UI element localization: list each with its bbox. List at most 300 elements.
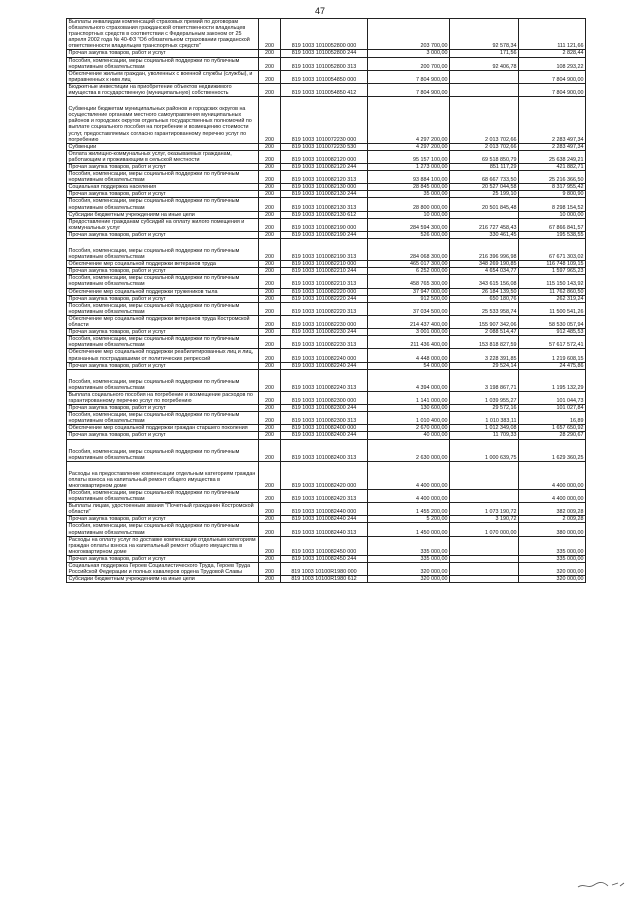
- cell-exec: 330 461,45: [450, 231, 519, 238]
- table-row: [67, 555, 586, 562]
- cell-plan: 458 765 300,00: [368, 275, 450, 288]
- cell-code: 819 1003 1010082300 313: [281, 412, 368, 425]
- cell-exec: 1 070 000,00: [450, 523, 519, 536]
- cell-name: Пособия, компенсации, меры социальной поддержки по публичным нормативным обязательствам: [67, 439, 259, 461]
- cell-kvr: 200: [259, 405, 281, 412]
- cell-kvr: 200: [259, 239, 281, 261]
- cell-kvr: 200: [259, 57, 281, 70]
- cell-kvr: 200: [259, 171, 281, 184]
- cell-code: 819 1003 1010082420 000: [281, 461, 368, 489]
- table-row: [67, 412, 586, 425]
- cell-plan: 28 845 000,00: [368, 184, 450, 191]
- table-row: [67, 231, 586, 238]
- cell-kvr: 200: [259, 329, 281, 336]
- cell-exec: 650 180,76: [450, 295, 519, 302]
- table-row: [67, 150, 586, 163]
- table-row: [67, 432, 586, 439]
- table-row: [67, 19, 586, 50]
- cell-name: Прочая закупка товаров, работ и услуг: [67, 231, 259, 238]
- cell-rest: 58 530 057,94: [519, 315, 586, 328]
- cell-kvr: 200: [259, 503, 281, 516]
- cell-name: Пособия, компенсации, меры социальной поддержки по публичным нормативным обязательствам: [67, 412, 259, 425]
- cell-code: 819 1003 1010082400 313: [281, 439, 368, 461]
- cell-rest: 1 597 965,23: [519, 268, 586, 275]
- cell-kvr: 200: [259, 268, 281, 275]
- table-row: [67, 163, 586, 170]
- cell-exec: 851 117,29: [450, 163, 519, 170]
- cell-code: 819 1003 1010082130 000: [281, 184, 368, 191]
- cell-rest: 1 629 360,25: [519, 439, 586, 461]
- cell-kvr: 200: [259, 432, 281, 439]
- cell-name: Выплаты лицам, удостоенным звания "Почетный гражданин Костромской области": [67, 503, 259, 516]
- cell-plan: 28 800 000,00: [368, 198, 450, 211]
- cell-rest: 912 485,53: [519, 329, 586, 336]
- cell-plan: 4 297 200,00: [368, 143, 450, 150]
- cell-plan: 6 252 000,00: [368, 268, 450, 275]
- cell-exec: 216 396 996,98: [450, 239, 519, 261]
- table-row: [67, 425, 586, 432]
- cell-code: 819 1003 1010082300 244: [281, 405, 368, 412]
- cell-rest: 262 319,24: [519, 295, 586, 302]
- cell-rest: 101 044,73: [519, 391, 586, 404]
- cell-exec: 3 190,72: [450, 516, 519, 523]
- table-row: [67, 57, 586, 70]
- table-row: [67, 503, 586, 516]
- cell-kvr: 200: [259, 70, 281, 83]
- cell-plan: 54 000,00: [368, 362, 450, 369]
- cell-name: Прочая закупка товаров, работ и услуг: [67, 329, 259, 336]
- cell-name: Обеспечение мер социальной поддержки ветеранов труда: [67, 261, 259, 268]
- cell-rest: 195 538,55: [519, 231, 586, 238]
- cell-exec: 348 269 190,85: [450, 261, 519, 268]
- cell-name: Прочая закупка товаров, работ и услуг: [67, 432, 259, 439]
- cell-code: 819 1003 1010082300 000: [281, 391, 368, 404]
- cell-exec: 1 039 955,27: [450, 391, 519, 404]
- cell-rest: 2 009,28: [519, 516, 586, 523]
- cell-rest: 101 027,84: [519, 405, 586, 412]
- cell-kvr: 200: [259, 555, 281, 562]
- cell-name: Бюджетные инвестиции на приобретение объектов недвижимого имущества в государственную (муниципальную) собственность: [67, 83, 259, 96]
- table-row: [67, 329, 586, 336]
- cell-rest: 8 317 955,42: [519, 184, 586, 191]
- table-row: [67, 143, 586, 150]
- cell-name: Социальная поддержка населения: [67, 184, 259, 191]
- cell-code: 819 1003 1010082130 244: [281, 191, 368, 198]
- cell-exec: 29 572,16: [450, 405, 519, 412]
- budget-execution-table: [66, 18, 586, 583]
- cell-name: Обеспечение мер социальной поддержки тружеников тыла: [67, 288, 259, 295]
- table-row: [67, 239, 586, 261]
- cell-code: 819 1003 1010082230 244: [281, 329, 368, 336]
- cell-plan: 7 804 900,00: [368, 70, 450, 83]
- table-row: [67, 516, 586, 523]
- cell-rest: 10 000,00: [519, 211, 586, 218]
- cell-plan: 37 034 500,00: [368, 302, 450, 315]
- cell-name: Пособия, компенсации, меры социальной поддержки по публичным нормативным обязательствам: [67, 239, 259, 261]
- cell-plan: 320 000,00: [368, 563, 450, 576]
- cell-name: Оплата жилищно-коммунальных услуг, оказываемых гражданам, работающим и проживающим в сельской местности: [67, 150, 259, 163]
- cell-plan: 912 500,00: [368, 295, 450, 302]
- cell-name: Пособия, компенсации, меры социальной поддержки по публичным нормативным обязательствам: [67, 369, 259, 391]
- cell-plan: 335 000,00: [368, 536, 450, 555]
- cell-code: 819 1003 1010082440 244: [281, 516, 368, 523]
- cell-exec: 3 198 867,71: [450, 369, 519, 391]
- cell-rest: 421 882,71: [519, 163, 586, 170]
- cell-exec: [450, 555, 519, 562]
- cell-kvr: 200: [259, 336, 281, 349]
- cell-code: 819 1003 1010054850 412: [281, 83, 368, 96]
- cell-kvr: 200: [259, 461, 281, 489]
- cell-plan: 526 000,00: [368, 231, 450, 238]
- cell-exec: 68 667 733,50: [450, 171, 519, 184]
- cell-exec: 20 501 845,48: [450, 198, 519, 211]
- cell-kvr: 200: [259, 302, 281, 315]
- cell-code: 819 1003 1010082130 612: [281, 211, 368, 218]
- table-row: [67, 171, 586, 184]
- table-row: [67, 83, 586, 96]
- cell-kvr: 200: [259, 490, 281, 503]
- cell-kvr: 200: [259, 315, 281, 328]
- cell-rest: 7 804 900,00: [519, 83, 586, 96]
- page-number: 47: [314, 6, 325, 16]
- cell-rest: 67 866 841,57: [519, 218, 586, 231]
- cell-name: Субсидии бюджетным учреждениям на иные цели: [67, 576, 259, 583]
- cell-plan: 2 630 000,00: [368, 439, 450, 461]
- cell-rest: 108 293,22: [519, 57, 586, 70]
- cell-exec: 20 527 044,58: [450, 184, 519, 191]
- table-row: [67, 302, 586, 315]
- cell-exec: [450, 563, 519, 576]
- cell-code: 819 1003 1010082240 244: [281, 362, 368, 369]
- cell-exec: 92 578,34: [450, 19, 519, 50]
- cell-name: Выплаты инвалидам компенсаций страховых премий по договорам обязательного страхования гражданской ответственности владельцев транспортных средств в соответствии с Федеральным законом от 25 апреля 2002 года № 40-ФЗ "Об обязательном страховании гражданской ответственности владельцев транспортных средств": [67, 19, 259, 50]
- cell-rest: 4 400 000,00: [519, 490, 586, 503]
- cell-name: Обеспечение мер социальной поддержки ветеранов труда Костромской области: [67, 315, 259, 328]
- cell-kvr: 200: [259, 439, 281, 461]
- cell-exec: 69 518 850,79: [450, 150, 519, 163]
- cell-code: 819 1003 1010082220 313: [281, 302, 368, 315]
- cell-name: Выплата социального пособия на погребение и возмещение расходов по гарантированному перечню услуг по погребению: [67, 391, 259, 404]
- cell-code: 819 1003 1010082210 313: [281, 275, 368, 288]
- cell-plan: 284 068 300,00: [368, 239, 450, 261]
- table-row: [67, 490, 586, 503]
- cell-plan: 95 157 100,00: [368, 150, 450, 163]
- cell-name: Субсидии бюджетным учреждениям на иные цели: [67, 211, 259, 218]
- cell-code: 819 1003 1010082240 313: [281, 369, 368, 391]
- cell-plan: 4 448 000,00: [368, 349, 450, 362]
- cell-name: Прочая закупка товаров, работ и услуг: [67, 362, 259, 369]
- cell-exec: 155 907 342,06: [450, 315, 519, 328]
- table-row: [67, 405, 586, 412]
- cell-name: Пособия, компенсации, меры социальной поддержки по публичным нормативным обязательствам: [67, 490, 259, 503]
- cell-name: Обеспечение мер социальной поддержки реабилитированных лиц и лиц, признанных пострадавшими от политических репрессий: [67, 349, 259, 362]
- cell-code: 819 1003 1010082120 244: [281, 163, 368, 170]
- cell-code: 819 1003 1010082400 000: [281, 425, 368, 432]
- cell-code: 819 1003 1010082230 000: [281, 315, 368, 328]
- cell-kvr: 200: [259, 362, 281, 369]
- cell-code: 819 1003 1010082420 313: [281, 490, 368, 503]
- cell-kvr: 200: [259, 150, 281, 163]
- cell-code: 819 1003 1010082120 313: [281, 171, 368, 184]
- cell-code: 819 1003 1010082230 313: [281, 336, 368, 349]
- cell-kvr: 200: [259, 391, 281, 404]
- cell-name: Пособия, компенсации, меры социальной поддержки по публичным нормативным обязательствам: [67, 275, 259, 288]
- cell-code: 819 1003 1010082210 244: [281, 268, 368, 275]
- cell-code: 819 1003 1010082210 000: [281, 261, 368, 268]
- cell-code: 819 1003 1010054850 000: [281, 70, 368, 83]
- cell-plan: 320 000,00: [368, 576, 450, 583]
- cell-exec: 92 406,78: [450, 57, 519, 70]
- cell-plan: 7 804 900,00: [368, 83, 450, 96]
- cell-plan: 4 400 000,00: [368, 461, 450, 489]
- table-row: [67, 268, 586, 275]
- cell-kvr: 200: [259, 261, 281, 268]
- cell-rest: 116 748 109,15: [519, 261, 586, 268]
- cell-name: Социальная поддержка Героев Социалистического Труда, Героев Труда Российской Федерации и полных кавалеров ордена Трудовой Славы: [67, 563, 259, 576]
- cell-kvr: 200: [259, 425, 281, 432]
- cell-rest: 115 150 143,92: [519, 275, 586, 288]
- cell-kvr: 200: [259, 83, 281, 96]
- cell-name: Субвенции: [67, 143, 259, 150]
- cell-plan: 35 000,00: [368, 191, 450, 198]
- table-row: [67, 315, 586, 328]
- cell-exec: [450, 490, 519, 503]
- cell-rest: 57 617 572,41: [519, 336, 586, 349]
- cell-rest: 67 671 303,02: [519, 239, 586, 261]
- cell-plan: 211 436 400,00: [368, 336, 450, 349]
- cell-code: 819 1003 10100R1980 000: [281, 563, 368, 576]
- cell-kvr: 200: [259, 50, 281, 57]
- cell-code: 819 1003 1010082450 244: [281, 555, 368, 562]
- cell-plan: 214 437 400,00: [368, 315, 450, 328]
- cell-exec: [450, 576, 519, 583]
- cell-code: 819 1003 1010082440 000: [281, 503, 368, 516]
- table-row: [67, 211, 586, 218]
- cell-name: Обеспечение мер социальной поддержки граждан старшего поколения: [67, 425, 259, 432]
- cell-plan: 4 297 200,00: [368, 97, 450, 144]
- cell-plan: 37 947 000,00: [368, 288, 450, 295]
- cell-kvr: 200: [259, 288, 281, 295]
- cell-name: Прочая закупка товаров, работ и услуг: [67, 405, 259, 412]
- cell-kvr: 200: [259, 163, 281, 170]
- cell-rest: 320 000,00: [519, 563, 586, 576]
- cell-rest: 25 216 366,50: [519, 171, 586, 184]
- cell-name: Пособия, компенсации, меры социальной поддержки по публичным нормативным обязательствам: [67, 57, 259, 70]
- cell-name: Прочая закупка товаров, работ и услуг: [67, 50, 259, 57]
- cell-kvr: 200: [259, 563, 281, 576]
- cell-plan: 4 400 000,00: [368, 490, 450, 503]
- cell-exec: 11 709,33: [450, 432, 519, 439]
- table-row: [67, 536, 586, 555]
- cell-kvr: 200: [259, 19, 281, 50]
- cell-rest: 11 762 860,50: [519, 288, 586, 295]
- cell-exec: 171,56: [450, 50, 519, 57]
- cell-rest: 335 000,00: [519, 536, 586, 555]
- cell-name: Прочая закупка товаров, работ и услуг: [67, 555, 259, 562]
- cell-kvr: 200: [259, 369, 281, 391]
- cell-kvr: 200: [259, 191, 281, 198]
- cell-kvr: 200: [259, 576, 281, 583]
- table-row: [67, 261, 586, 268]
- cell-code: 819 1003 1010052800 313: [281, 57, 368, 70]
- cell-kvr: 200: [259, 516, 281, 523]
- cell-code: 819 1003 1010082190 244: [281, 231, 368, 238]
- cell-exec: 1 000 639,75: [450, 439, 519, 461]
- table-row: [67, 439, 586, 461]
- cell-rest: 9 800,90: [519, 191, 586, 198]
- cell-rest: 16,89: [519, 412, 586, 425]
- cell-name: Прочая закупка товаров, работ и услуг: [67, 295, 259, 302]
- table-row: [67, 336, 586, 349]
- cell-kvr: 200: [259, 295, 281, 302]
- cell-exec: 216 727 458,43: [450, 218, 519, 231]
- cell-code: 819 1003 1010082130 313: [281, 198, 368, 211]
- cell-name: Предоставление гражданам субсидий на оплату жилого помещения и коммунальных услуг: [67, 218, 259, 231]
- cell-plan: 1 273 000,00: [368, 163, 450, 170]
- cell-rest: 2 828,44: [519, 50, 586, 57]
- cell-exec: [450, 461, 519, 489]
- cell-rest: 1 195 132,29: [519, 369, 586, 391]
- cell-code: 819 1003 1010052800 244: [281, 50, 368, 57]
- cell-exec: [450, 211, 519, 218]
- cell-plan: 200 700,00: [368, 57, 450, 70]
- cell-code: 819 1003 1010082190 313: [281, 239, 368, 261]
- cell-exec: 2 013 702,66: [450, 97, 519, 144]
- pen-mark: [576, 877, 626, 891]
- cell-kvr: 200: [259, 184, 281, 191]
- cell-exec: [450, 536, 519, 555]
- cell-exec: 1 010 383,11: [450, 412, 519, 425]
- table-row: [67, 576, 586, 583]
- cell-rest: 11 500 541,26: [519, 302, 586, 315]
- cell-rest: 382 009,28: [519, 503, 586, 516]
- cell-kvr: 200: [259, 211, 281, 218]
- cell-exec: 26 184 139,50: [450, 288, 519, 295]
- cell-rest: 7 804 900,00: [519, 70, 586, 83]
- cell-plan: 4 394 000,00: [368, 369, 450, 391]
- cell-name: Прочая закупка товаров, работ и услуг: [67, 191, 259, 198]
- cell-exec: 29 524,14: [450, 362, 519, 369]
- cell-name: Прочая закупка товаров, работ и услуг: [67, 163, 259, 170]
- table-row: [67, 191, 586, 198]
- table-row: [67, 563, 586, 576]
- cell-exec: 153 818 827,59: [450, 336, 519, 349]
- cell-kvr: 200: [259, 536, 281, 555]
- cell-name: Прочая закупка товаров, работ и услуг: [67, 516, 259, 523]
- cell-name: Прочая закупка товаров, работ и услуг: [67, 268, 259, 275]
- cell-kvr: 200: [259, 143, 281, 150]
- cell-exec: [450, 83, 519, 96]
- cell-rest: 8 298 154,52: [519, 198, 586, 211]
- cell-plan: 3 001 000,00: [368, 329, 450, 336]
- table-row: [67, 349, 586, 362]
- cell-name: Пособия, компенсации, меры социальной поддержки по публичным нормативным обязательствам: [67, 336, 259, 349]
- cell-plan: 3 000,00: [368, 50, 450, 57]
- cell-rest: 1 219 608,15: [519, 349, 586, 362]
- cell-name: Расходы на оплату услуг по доставке компенсации отдельным категориям граждан оплаты взноса на капитальный ремонт общего имущества в многоквартирном доме: [67, 536, 259, 555]
- table-body: [67, 19, 586, 583]
- cell-code: 819 1003 1010082120 000: [281, 150, 368, 163]
- cell-kvr: 200: [259, 231, 281, 238]
- cell-plan: 335 000,00: [368, 555, 450, 562]
- cell-code: 819 1003 1010082400 244: [281, 432, 368, 439]
- cell-name: Субвенции бюджетам муниципальных районов и городских округов на осуществление органами местного самоуправления муниципальных районов и городских округов отдельных государственных полномочий по выплате социального пособия на погребение и возмещению стоимости услуг, предоставляемых согласно гарантированному перечню услуг по погребению: [67, 97, 259, 144]
- cell-exec: 4 654 034,77: [450, 268, 519, 275]
- cell-rest: 28 290,67: [519, 432, 586, 439]
- cell-rest: 111 121,66: [519, 19, 586, 50]
- table-row: [67, 369, 586, 391]
- cell-kvr: 200: [259, 275, 281, 288]
- cell-exec: [450, 70, 519, 83]
- cell-exec: 25 199,10: [450, 191, 519, 198]
- cell-plan: 40 000,00: [368, 432, 450, 439]
- cell-kvr: 200: [259, 198, 281, 211]
- cell-plan: 130 600,00: [368, 405, 450, 412]
- cell-rest: 4 400 000,00: [519, 461, 586, 489]
- table-row: [67, 50, 586, 57]
- table-row: [67, 288, 586, 295]
- cell-exec: 25 533 958,74: [450, 302, 519, 315]
- cell-code: 819 1003 1010082190 000: [281, 218, 368, 231]
- cell-exec: 343 615 156,08: [450, 275, 519, 288]
- cell-rest: 2 283 497,34: [519, 143, 586, 150]
- cell-rest: 1 657 650,92: [519, 425, 586, 432]
- cell-code: 819 1003 1010082220 000: [281, 288, 368, 295]
- table-row: [67, 97, 586, 144]
- cell-code: 819 1003 10100R1980 612: [281, 576, 368, 583]
- cell-plan: 465 017 300,00: [368, 261, 450, 268]
- cell-kvr: 200: [259, 412, 281, 425]
- table-row: [67, 70, 586, 83]
- cell-code: 819 1003 1010052800 000: [281, 19, 368, 50]
- cell-plan: 203 700,00: [368, 19, 450, 50]
- table-row: [67, 198, 586, 211]
- table-row: [67, 184, 586, 191]
- cell-name: Пособия, компенсации, меры социальной поддержки по публичным нормативным обязательствам: [67, 523, 259, 536]
- cell-exec: 1 012 349,08: [450, 425, 519, 432]
- cell-code: 819 1003 1010072230 000: [281, 97, 368, 144]
- cell-kvr: 200: [259, 218, 281, 231]
- table-row: [67, 523, 586, 536]
- cell-name: Пособия, компенсации, меры социальной поддержки по публичным нормативным обязательствам: [67, 302, 259, 315]
- cell-code: 819 1003 1010082450 000: [281, 536, 368, 555]
- cell-plan: 1 455 200,00: [368, 503, 450, 516]
- cell-rest: 320 000,00: [519, 576, 586, 583]
- cell-plan: 284 594 300,00: [368, 218, 450, 231]
- cell-kvr: 200: [259, 523, 281, 536]
- table-row: [67, 218, 586, 231]
- cell-plan: 1 141 000,00: [368, 391, 450, 404]
- cell-exec: 1 073 190,72: [450, 503, 519, 516]
- cell-plan: 2 670 000,00: [368, 425, 450, 432]
- cell-name: Пособия, компенсации, меры социальной поддержки по публичным нормативным обязательствам: [67, 171, 259, 184]
- cell-plan: 1 010 400,00: [368, 412, 450, 425]
- cell-plan: 1 450 000,00: [368, 523, 450, 536]
- cell-rest: 335 000,00: [519, 555, 586, 562]
- table-row: [67, 275, 586, 288]
- cell-code: 819 1003 1010072230 530: [281, 143, 368, 150]
- cell-plan: 10 000,00: [368, 211, 450, 218]
- cell-exec: 2 088 514,47: [450, 329, 519, 336]
- table-row: [67, 391, 586, 404]
- cell-plan: 93 884 100,00: [368, 171, 450, 184]
- cell-rest: 2 283 497,34: [519, 97, 586, 144]
- cell-kvr: 200: [259, 97, 281, 144]
- cell-plan: 5 200,00: [368, 516, 450, 523]
- cell-name: Пособия, компенсации, меры социальной поддержки по публичным нормативным обязательствам: [67, 198, 259, 211]
- cell-rest: 380 000,00: [519, 523, 586, 536]
- cell-name: Обеспечение жильем граждан, уволенных с военной службы (службы), и приравненных к ним лиц: [67, 70, 259, 83]
